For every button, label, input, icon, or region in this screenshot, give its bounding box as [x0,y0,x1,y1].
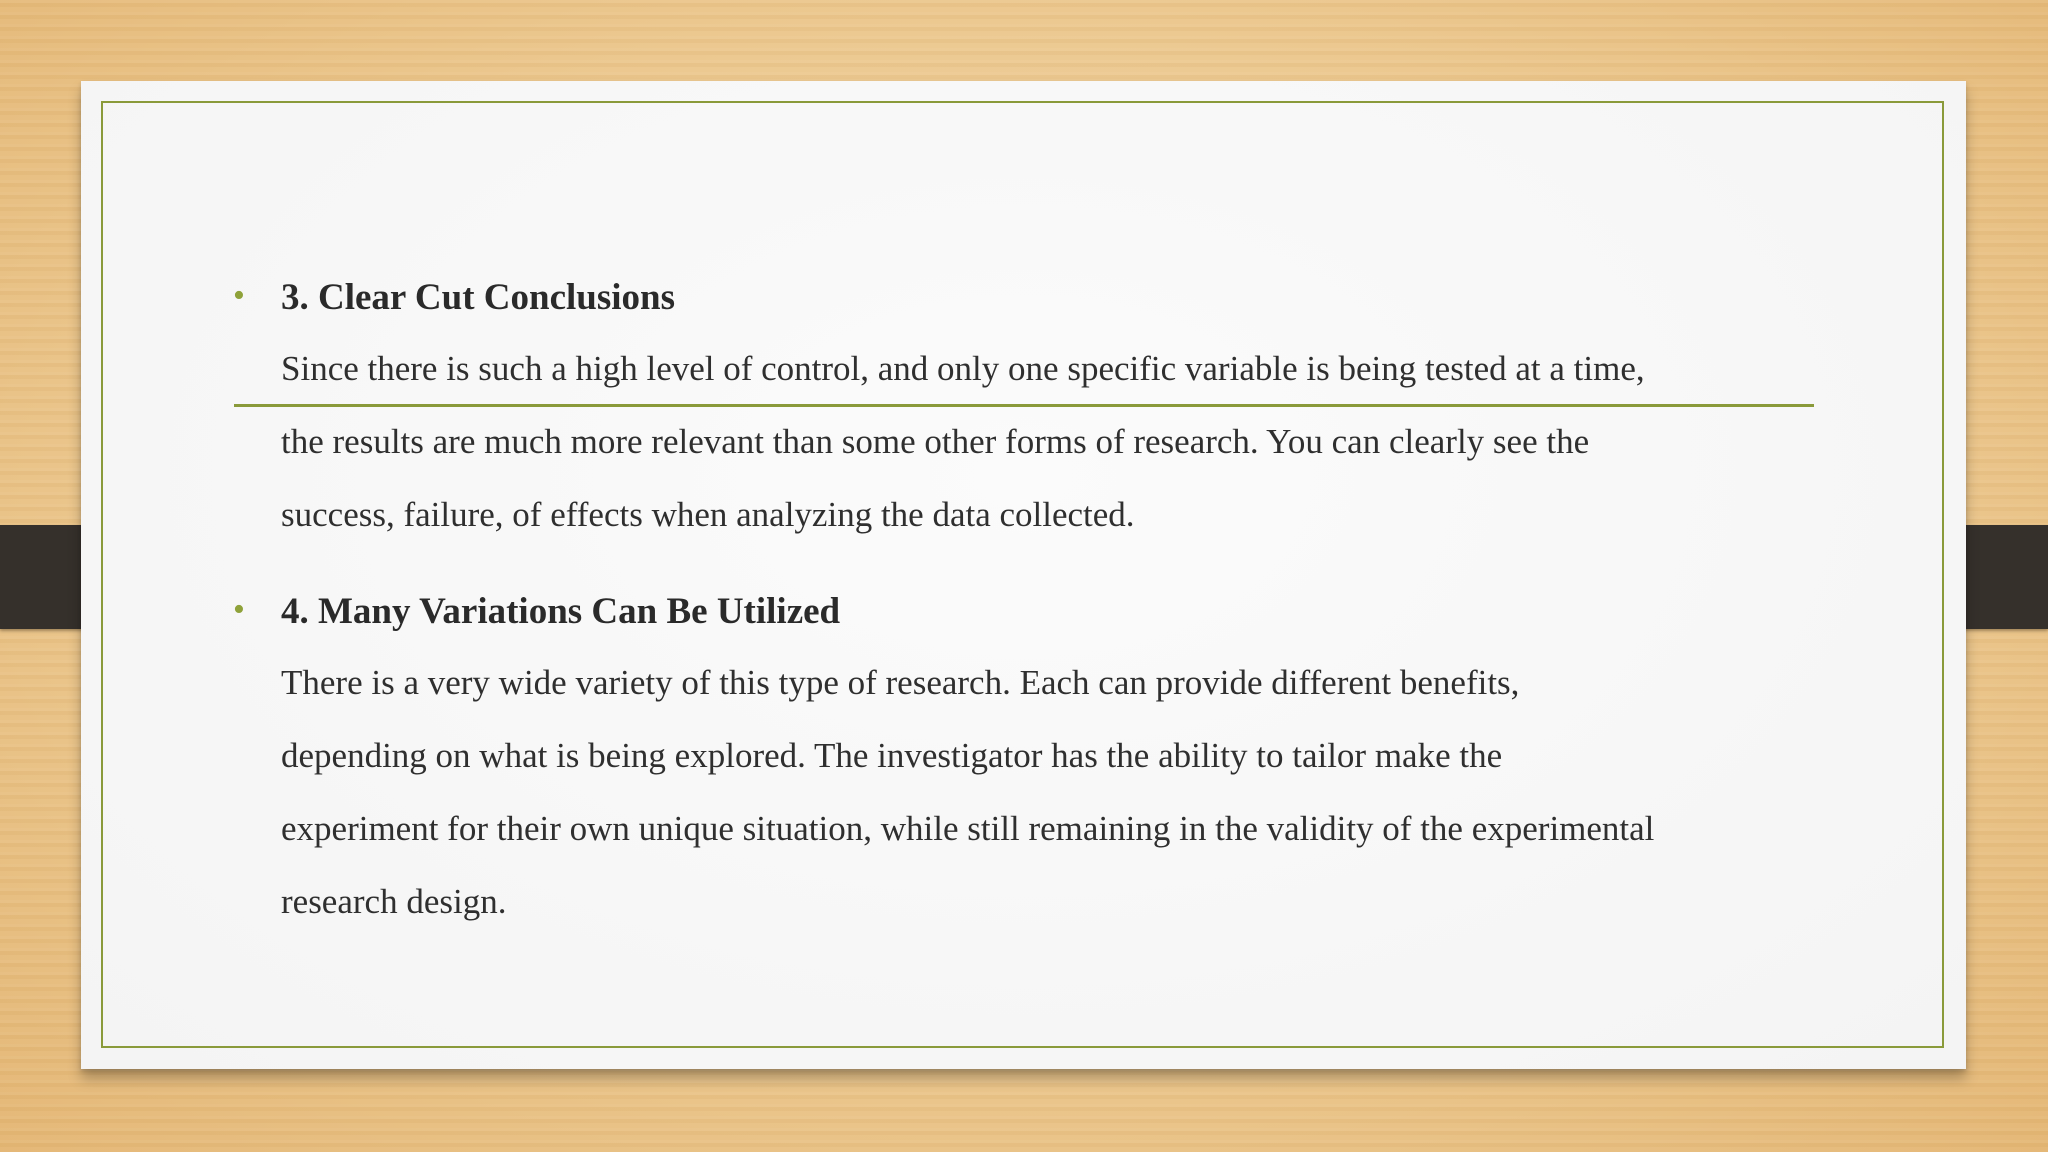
section-heading: 3. Clear Cut Conclusions [281,277,676,318]
section-heading: 4. Many Variations Can Be Utilized [281,591,841,632]
bullet-icon: • [233,277,245,314]
paragraph-line: success, failure, of effects when analyzing the data collected. [281,495,1135,534]
horizontal-divider [234,404,1814,407]
paragraph-line: depending on what is being explored. The investigator has the ability to tailor make the [281,736,1503,775]
paragraph-line: experiment for their own unique situation, while still remaining in the validity of the experimental [281,809,1655,848]
paragraph-line: the results are much more relevant than some other forms of research. You can clearly see the [281,422,1590,461]
bullet-icon: • [233,591,245,628]
paragraph-line: Since there is such a high level of control, and only one specific variable is being tested at a time, [281,349,1645,388]
paragraph-line: There is a very wide variety of this type of research. Each can provide different benefits, [281,663,1520,702]
paragraph-line: research design. [281,882,507,921]
